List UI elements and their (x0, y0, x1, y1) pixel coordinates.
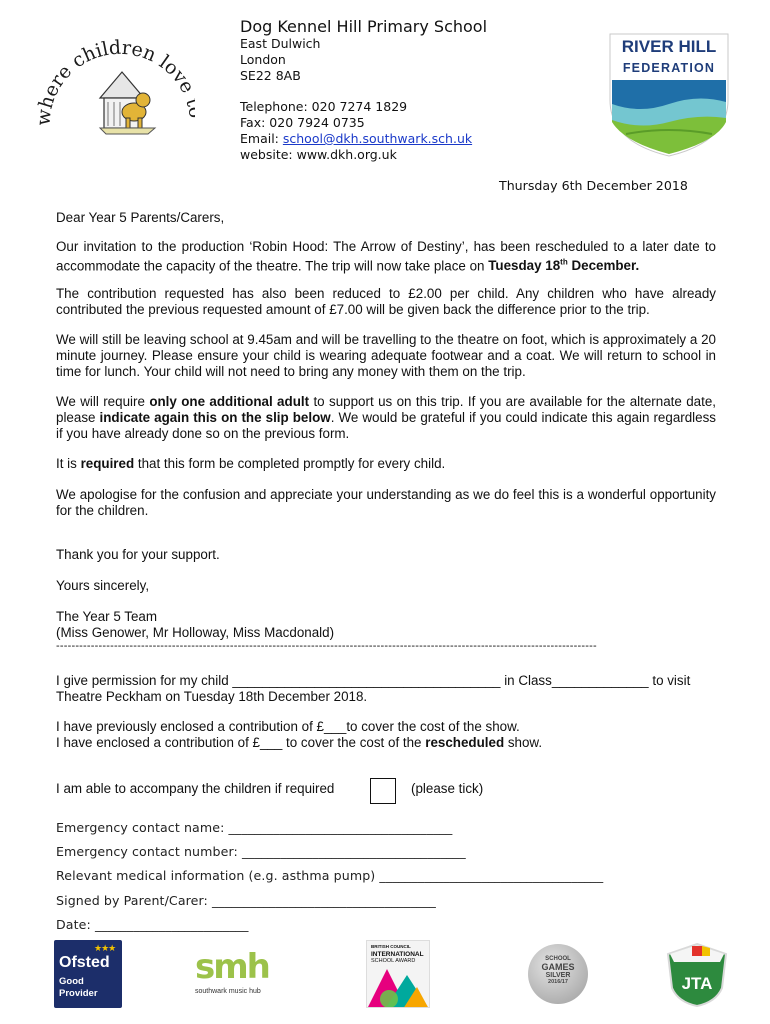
accompany-checkbox[interactable] (370, 778, 396, 804)
emergency-name-field[interactable]: Emergency contact name: ___________________________________ (56, 820, 453, 835)
jta-logo (666, 942, 728, 1008)
emergency-number-field[interactable]: Emergency contact number: ___________________________________ (56, 844, 466, 859)
accompany-label: I am able to accompany the children if required (56, 781, 335, 796)
closing: Yours sincerely, (56, 578, 150, 593)
p5-text: that this form be completed promptly for every child. (134, 456, 446, 471)
ofsted-stars-icon: ★★★ (94, 943, 116, 953)
contribution-text: I have enclosed a contribution of £___ to cover the cost of the (56, 735, 426, 750)
p1-date-bold (488, 258, 639, 273)
games-line2: GAMES (541, 962, 575, 972)
ofsted-word: Ofsted (59, 954, 110, 971)
fax: Fax: 020 7924 0735 (240, 115, 365, 130)
smh-word: smh (195, 947, 269, 987)
p1-sup: th (560, 258, 568, 267)
permission-line (56, 673, 716, 705)
ofsted-provider: Provider (59, 988, 98, 999)
address-line: London (240, 52, 286, 67)
smh-subtitle: southwark music hub (195, 988, 261, 995)
p4-bold: indicate again this on the slip below (99, 410, 331, 425)
river-hill-federation-logo (606, 30, 732, 160)
permission-text: Theatre Peckham on Tuesday 18th December 2018. (56, 689, 368, 704)
paragraph-required (56, 456, 716, 472)
federation-line2: FEDERATION (622, 61, 716, 75)
p4-text: to support us on this trip. If you are available for the alternate date, please (56, 394, 716, 425)
signature-team: The Year 5 Team (56, 609, 157, 624)
p1-date: Tuesday 18 (488, 258, 561, 274)
p5-bold: required (80, 456, 135, 471)
signature-names: (Miss Genower, Mr Holloway, Miss Macdonald) (56, 625, 335, 640)
games-line3: SILVER (545, 972, 571, 979)
email-link[interactable]: school@dkh.southwark.sch.uk (282, 131, 473, 146)
thanks: Thank you for your support. (56, 547, 220, 562)
contribution-lines (56, 719, 716, 751)
please-tick-label: (please tick) (411, 781, 484, 796)
medical-info-field[interactable]: Relevant medical information (e.g. asthma pump) ___________________________________ (56, 868, 604, 883)
games-year: 2016/17 (548, 979, 568, 985)
federation-shield-icon (606, 30, 732, 160)
contribution-previous: I have previously enclosed a contribution of £___to cover the cost of the show. (56, 719, 520, 734)
contribution-new (56, 735, 716, 751)
permission-text: I give permission for my child ____________________________________ in Class_____________ to visit (56, 673, 691, 688)
p4-text: We will require (56, 394, 150, 409)
logo-motto-text: where children lov (32, 36, 192, 127)
federation-line1: RIVER HILL (621, 37, 717, 56)
ofsted-badge (54, 940, 122, 1008)
paragraph-adult-helper (56, 394, 716, 442)
school-games-badge (528, 944, 588, 1004)
email-line (240, 131, 472, 147)
isa-brand: BRITISH COUNCIL (371, 944, 411, 949)
salutation: Dear Year 5 Parents/Carers, (56, 210, 225, 225)
international-school-award-logo (366, 940, 430, 1008)
p4-bold: only one additional adult (149, 394, 310, 409)
cut-line-divider: -------------------------------------------------------------------------------------------------------------------------------------------- (56, 640, 597, 652)
p1-month: December. (567, 258, 640, 274)
p5-text: It is (56, 456, 81, 471)
school-contact (240, 99, 472, 163)
website: website: www.dkh.org.uk (240, 147, 397, 162)
p4-text: . We would be grateful if you could indicate this again regardless if you have already done so on the previous form. (56, 410, 716, 441)
address-line: SE22 8AB (240, 68, 301, 83)
dog-kennel-logo-icon (30, 28, 195, 143)
address-line: East Dulwich (240, 36, 321, 51)
letter-date: Thursday 6th December 2018 (499, 178, 688, 193)
jta-text: JTA (681, 974, 713, 993)
school-name: Dog Kennel Hill Primary School (240, 17, 488, 36)
contribution-bold: rescheduled (425, 735, 505, 750)
paragraph-travel: We will still be leaving school at 9.45am and will be travelling to the theatre on foot, which is approximately a 20 minute journey. Please ensure your child is wearing adequate footwear and a coat. We will return to school in time for lunch. Your child will not need to bring any money with them on the trip. (56, 332, 716, 379)
school-logo (30, 28, 195, 143)
paragraph-rescheduled (56, 239, 716, 274)
email-label: Email: (240, 131, 283, 146)
isa-line1: INTERNATIONAL (371, 951, 424, 958)
paragraph-apology: We apologise for the confusion and appreciate your understanding as we do feel this is a wonderful opportunity for the children. (56, 487, 716, 518)
date-field[interactable]: Date: ________________________ (56, 917, 249, 932)
school-address (240, 36, 320, 84)
p1-text: Our invitation to the production ‘Robin Hood: The Arrow of Destiny’, has been rescheduled to a later date to accommodate the capacity of the theatre. The trip will now take place on (56, 239, 716, 274)
telephone: Telephone: 020 7274 1829 (240, 99, 408, 114)
contribution-text: show. (504, 735, 543, 750)
signature-field[interactable]: Signed by Parent/Carer: ___________________________________ (56, 893, 436, 908)
ofsted-good: Good (59, 976, 84, 987)
isa-graphic-icon (367, 969, 429, 1008)
paragraph-contribution: The contribution requested has also been reduced to £2.00 per child. Any children who have already contributed the previous requested amount of £7.00 will be given back the difference prior to the trip. (56, 286, 716, 317)
games-line1: SCHOOL (545, 956, 571, 962)
isa-line2: SCHOOL AWARD (371, 958, 416, 964)
southwark-music-hub-logo (195, 947, 285, 1002)
jta-shield-icon (666, 942, 728, 1008)
